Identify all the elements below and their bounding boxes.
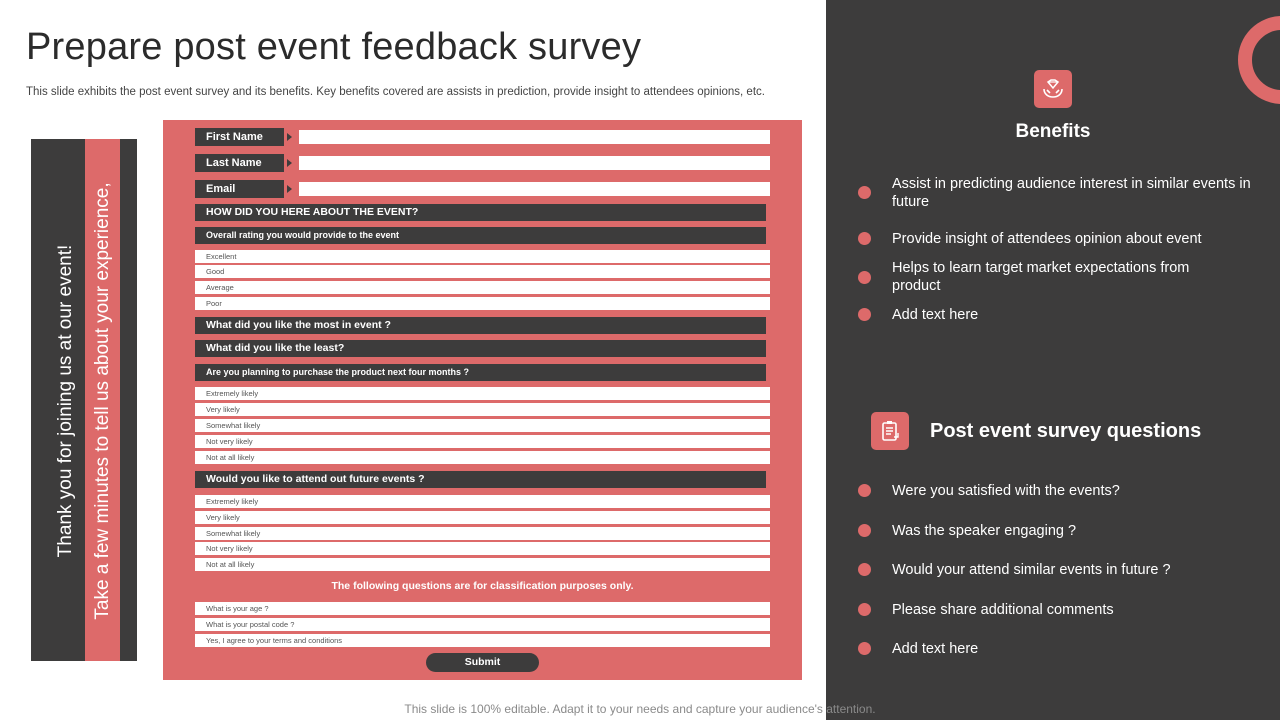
question-heard-about-event: HOW DID YOU HERE ABOUT THE EVENT?	[195, 204, 766, 221]
first-name-input[interactable]	[299, 130, 770, 144]
age-field[interactable]: What is your age ?	[195, 602, 770, 615]
slide-title: Prepare post event feedback survey	[26, 26, 642, 68]
question-bullet	[858, 642, 871, 655]
question-item: Please share additional comments	[892, 602, 1114, 618]
purchase-option-somewhat-likely[interactable]: Somewhat likely	[195, 419, 770, 432]
attend-option-not-very-likely[interactable]: Not very likely	[195, 542, 770, 555]
banner-thank-you-text: Thank you for joining us at our event!	[55, 244, 76, 558]
benefit-bullet	[858, 232, 871, 245]
question-bullet	[858, 563, 871, 576]
rating-option-good[interactable]: Good	[195, 265, 770, 278]
last-name-label: Last Name	[195, 154, 284, 172]
question-item: Were you satisfied with the events?	[892, 483, 1120, 499]
rating-option-average[interactable]: Average	[195, 281, 770, 294]
benefit-bullet	[858, 308, 871, 321]
benefit-bullet	[858, 271, 871, 284]
benefits-icon-box	[1034, 70, 1072, 108]
purchase-option-not-at-all-likely[interactable]: Not at all likely	[195, 451, 770, 464]
attend-option-not-at-all-likely[interactable]: Not at all likely	[195, 558, 770, 571]
email-label: Email	[195, 180, 284, 198]
postal-code-field[interactable]: What is your postal code ?	[195, 618, 770, 631]
email-input[interactable]	[299, 182, 770, 196]
benefit-item: Assist in predicting audience interest in similar events in future	[892, 176, 1251, 210]
attend-option-extremely-likely[interactable]: Extremely likely	[195, 495, 770, 508]
submit-button[interactable]: Submit	[426, 653, 539, 672]
slide-subtitle: This slide exhibits the post event survey and its benefits. Key benefits covered are assists in prediction, provide insight to attendees opinions, etc.	[26, 86, 765, 98]
benefit-item: Helps to learn target market expectations from product	[892, 260, 1190, 294]
benefits-title: Benefits	[1015, 121, 1091, 142]
benefit-item: Provide insight of attendees opinion about event	[892, 231, 1202, 247]
question-liked-least: What did you like the least?	[195, 340, 766, 357]
survey-form	[163, 120, 802, 680]
question-item: Would your attend similar events in future ?	[892, 562, 1171, 578]
last-name-input[interactable]	[299, 156, 770, 170]
terms-agreement-field[interactable]: Yes, I agree to your terms and conditions	[195, 634, 770, 647]
question-item: Add text here	[892, 641, 979, 657]
thank-you-banner	[31, 139, 137, 661]
clipboard-icon	[878, 419, 902, 443]
first-name-label: First Name	[195, 128, 284, 146]
purchase-option-very-likely[interactable]: Very likely	[195, 403, 770, 416]
rating-option-excellent[interactable]: Excellent	[195, 250, 770, 263]
question-bullet	[858, 484, 871, 497]
classification-note: The following questions are for classification purposes only.	[331, 580, 634, 592]
question-bullet	[858, 603, 871, 616]
questions-title: Post event survey questions	[930, 420, 1202, 442]
decorative-ring	[1238, 16, 1280, 104]
question-attend-future: Would you like to attend out future events ?	[195, 471, 766, 488]
benefit-bullet	[858, 186, 871, 199]
info-panel	[826, 0, 1280, 720]
footer-note: This slide is 100% editable. Adapt it to your needs and capture your audience's attention.	[404, 702, 876, 716]
questions-icon-box	[871, 412, 909, 450]
banner-prompt-text: Take a few minutes to tell us about your experience,	[92, 182, 113, 620]
attend-option-somewhat-likely[interactable]: Somewhat likely	[195, 527, 770, 540]
question-bullet	[858, 524, 871, 537]
purchase-option-extremely-likely[interactable]: Extremely likely	[195, 387, 770, 400]
question-purchase-plan: Are you planning to purchase the product next four months ?	[195, 364, 766, 381]
question-item: Was the speaker engaging ?	[892, 523, 1077, 539]
rating-option-poor[interactable]: Poor	[195, 297, 770, 310]
attend-option-very-likely[interactable]: Very likely	[195, 511, 770, 524]
benefit-item: Add text here	[892, 307, 979, 323]
purchase-option-not-very-likely[interactable]: Not very likely	[195, 435, 770, 448]
hands-gem-icon	[1041, 77, 1065, 101]
question-liked-most: What did you like the most in event ?	[195, 317, 766, 334]
question-overall-rating: Overall rating you would provide to the event	[195, 227, 766, 244]
